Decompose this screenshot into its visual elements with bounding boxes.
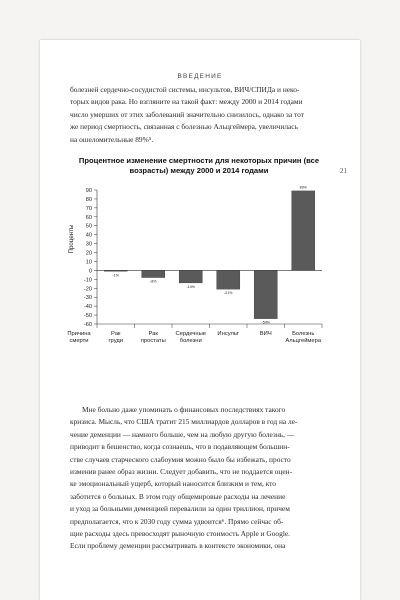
y-tick-label: -40 — [83, 304, 92, 311]
y-tick-label: 40 — [85, 232, 92, 239]
bar — [254, 270, 277, 318]
bar — [142, 270, 165, 277]
text-line: торых видов рака. Но взгляните на такой факт: между 2000 и 2014 годами — [70, 97, 303, 107]
y-tick-label: 60 — [85, 214, 92, 221]
text-line: ке эмоциональный ущерб, который наносится близким и тем, кто — [70, 479, 276, 489]
bar-value-label: -54% — [261, 320, 270, 325]
y-tick-label: -30 — [83, 295, 92, 302]
page-number: 21 — [340, 167, 347, 175]
y-tick-label: 70 — [85, 205, 92, 212]
category-label: Рак — [111, 331, 121, 337]
text-line: Если проблему деменции рассматривать в контексте экономики, она — [70, 541, 286, 551]
bar-value-label: -1% — [112, 273, 119, 278]
bar — [179, 270, 202, 283]
y-tick-label: -60 — [83, 322, 92, 328]
text-line: кризиса. Мысль, что США тратит 215 миллиардов долларов в год на ле- — [70, 417, 298, 427]
bar — [104, 270, 127, 271]
text-line: щие расходы здесь превосходят рыночную стоимость Apple и Google. — [70, 529, 290, 539]
bar — [217, 270, 240, 289]
category-label: болезни — [179, 338, 202, 344]
text-line: стве случаев старческого слабоумия можно было бы избежать, просто — [70, 454, 291, 464]
y-tick-label: 0 — [88, 268, 92, 275]
text-line: изменив ранее образ жизни. Следует добавить, что не поддается оцен- — [70, 467, 293, 477]
text-line: чение деменции — намного больше, чем на любую другую болезнь, — — [70, 429, 295, 439]
category-label: Альцгеймера — [285, 338, 322, 344]
category-label: смерти — [69, 338, 89, 344]
text-line: на ошеломительные 89%⁵. — [70, 134, 154, 144]
y-tick-label: 10 — [85, 259, 92, 266]
y-tick-label: -10 — [83, 277, 92, 284]
category-label: ВИЧ — [259, 331, 272, 337]
bar-value-label: -21% — [224, 291, 233, 296]
running-header: ВВЕДЕНИЕ — [177, 73, 223, 80]
y-tick-label: 20 — [85, 250, 92, 257]
y-axis-label: Проценты — [68, 224, 75, 254]
category-label: Инсульт — [217, 331, 240, 337]
book-page — [40, 40, 360, 600]
category-label: Сердечные — [175, 331, 207, 337]
text-line: Мне больно даже упоминать о финансовых последствиях такого — [82, 405, 286, 414]
y-tick-label: -20 — [83, 286, 92, 293]
text-line: предполагается, что к 2030 году сумма удвоится⁶. Прямо сейчас об- — [70, 516, 284, 526]
y-tick-label: 30 — [85, 241, 92, 248]
bar — [292, 191, 315, 271]
bar-value-label: 89% — [299, 185, 307, 190]
category-label: простаты — [140, 338, 166, 344]
text-line: приводит в бешенство, когда сознаешь, что в подавляющем большин- — [70, 442, 290, 452]
category-label: Причина — [67, 331, 91, 337]
y-tick-label: 90 — [85, 188, 92, 194]
text-line: болезней сердечно-сосудистой системы, инсультов, ВИЧ/СПИДа и неко- — [70, 85, 300, 94]
y-tick-label: 80 — [85, 196, 92, 203]
bottom-paragraph — [70, 404, 328, 553]
text-line: и уход за больными деменцией перевалили за один триллион, причем — [70, 504, 290, 514]
category-label: груди — [108, 338, 124, 344]
y-tick-label: -50 — [83, 313, 92, 320]
text-line: число умерших от этих заболеваний значительно снизилось, однако за тот — [70, 109, 304, 119]
chart-title: Процентное изменение смертности для некоторых причин (все возрасты) между 2000 и 2014 годами — [78, 156, 320, 175]
y-tick-label: 50 — [85, 223, 92, 230]
text-line: же период смертность, связанная с болезнью Альцгеймера, увеличилась — [70, 122, 298, 132]
text-line: заботится о больных. В этом году общемировые расходы на лечение — [70, 491, 286, 501]
bar-value-label: -8% — [150, 279, 157, 284]
category-label: Рак — [148, 331, 158, 337]
category-label: Болезнь — [292, 331, 315, 337]
bar-value-label: -14% — [186, 284, 195, 289]
